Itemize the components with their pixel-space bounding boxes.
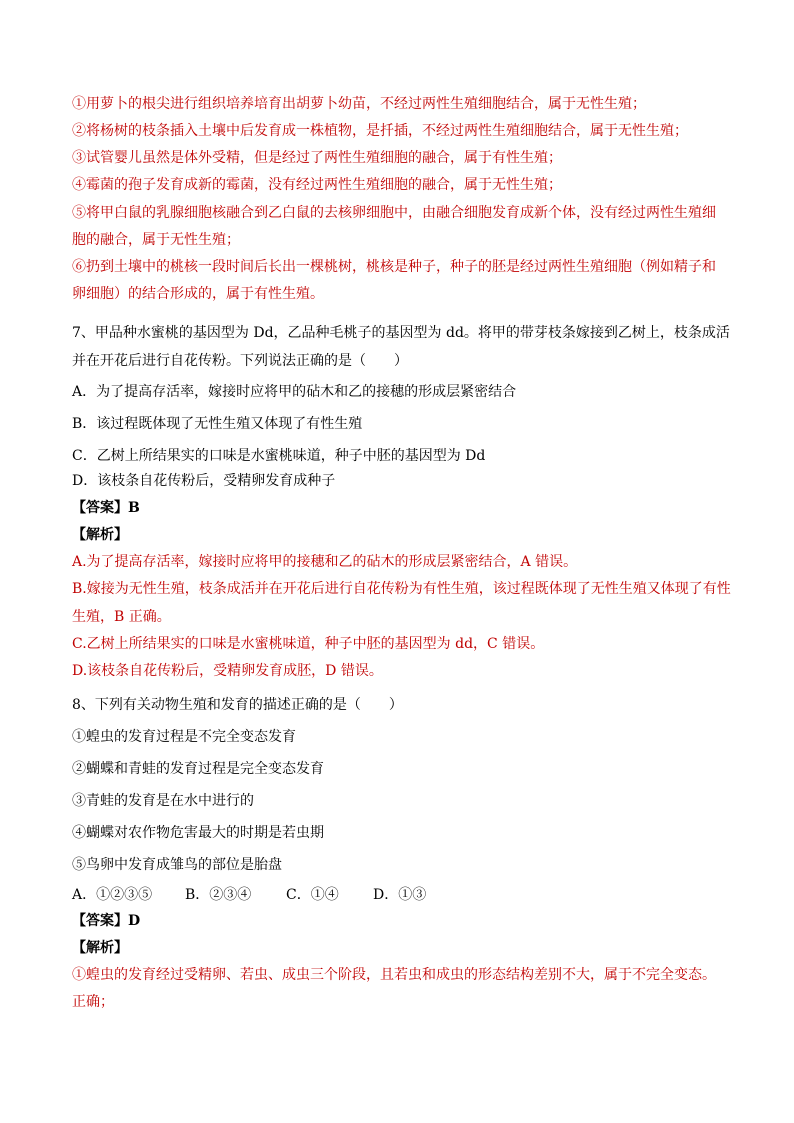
- option-c: C．乙树上所结果实的口味是水蜜桃味道，种子中胚的基因型为 Dd: [72, 448, 486, 464]
- analysis-line: ⑤将甲白鼠的乳腺细胞核融合到乙白鼠的去核卵细胞中，由融合细胞发育成新个体，没有经过两性生殖细: [72, 205, 716, 221]
- analysis-line: ②将杨树的枝条插入土壤中后发育成一株植物，是扦插，不经过两性生殖细胞结合，属于无性生殖；: [72, 123, 688, 139]
- analysis-line: ④霉菌的孢子发育成新的霉菌，没有经过两性生殖细胞的融合，属于无性生殖；: [72, 177, 562, 193]
- choice-b: B．②③④: [185, 887, 252, 903]
- analysis-line: B.嫁接为无性生殖，枝条成活并在开花后进行自花传粉为有性生殖，该过程既体现了无性生殖又体现了有性: [72, 581, 731, 597]
- statement-item: ②蝴蝶和青蛙的发育过程是完全变态发育: [72, 761, 324, 777]
- analysis-line: 卵细胞）的结合形成的，属于有性生殖。: [72, 286, 324, 302]
- answer-label: 【答案】B: [72, 500, 140, 516]
- statement-item: ④蝴蝶对农作物危害最大的时期是若虫期: [72, 825, 324, 841]
- analysis-line: ③试管婴儿虽然是体外受精，但是经过了两性生殖细胞的融合，属于有性生殖；: [72, 150, 562, 166]
- analysis-heading: 【解析】: [72, 940, 128, 956]
- choice-c: C．①④: [286, 887, 339, 903]
- analysis-line: 胞的融合，属于无性生殖；: [72, 232, 240, 248]
- analysis-heading: 【解析】: [72, 527, 128, 543]
- option-d: D．该枝条自花传粉后，受精卵发育成种子: [72, 473, 336, 489]
- analysis-line: ⑥扔到土壤中的桃核一段时间后长出一棵桃树，桃核是种子，种子的胚是经过两性生殖细胞（例如精子和: [72, 259, 716, 275]
- analysis-line: 生殖，B 正确。: [72, 609, 171, 625]
- question-stem: 8、下列有关动物生殖和发育的描述正确的是（ ）: [72, 697, 403, 713]
- analysis-line: A.为了提高存活率，嫁接时应将甲的接穗和乙的砧木的形成层紧密结合，A 错误。: [72, 554, 578, 570]
- choice-a: A．①②③⑤: [72, 887, 153, 903]
- analysis-line: ①用萝卜的根尖进行组织培养培育出胡萝卜幼苗，不经过两性生殖细胞结合，属于无性生殖；: [72, 96, 646, 112]
- choice-row: [72, 887, 426, 903]
- statement-item: ③青蛙的发育是在水中进行的: [72, 793, 254, 809]
- analysis-line: C.乙树上所结果实的口味是水蜜桃味道，种子中胚的基因型为 dd，C 错误。: [72, 636, 545, 652]
- analysis-line: D.该枝条自花传粉后，受精卵发育成胚，D 错误。: [72, 663, 383, 679]
- statement-item: ⑤鸟卵中发育成雏鸟的部位是胎盘: [72, 857, 282, 873]
- question-stem: 7、甲品种水蜜桃的基因型为 Dd，乙品种毛桃子的基因型为 dd。将甲的带芽枝条嫁接到乙树上，枝条成活: [72, 325, 730, 341]
- choice-d: D．①③: [373, 887, 427, 903]
- option-a: A．为了提高存活率，嫁接时应将甲的砧木和乙的接穗的形成层紧密结合: [72, 384, 517, 400]
- analysis-line: ①蝗虫的发育经过受精卵、若虫、成虫三个阶段，且若虫和成虫的形态结构差别不大，属于不完全变态。: [72, 967, 716, 983]
- analysis-line: 正确；: [72, 994, 114, 1010]
- answer-label: 【答案】D: [72, 913, 141, 929]
- question-stem: 并在开花后进行自花传粉。下列说法正确的是（ ）: [72, 353, 408, 369]
- option-b: B．该过程既体现了无性生殖又体现了有性生殖: [72, 416, 363, 432]
- statement-item: ①蝗虫的发育过程是不完全变态发育: [72, 729, 296, 745]
